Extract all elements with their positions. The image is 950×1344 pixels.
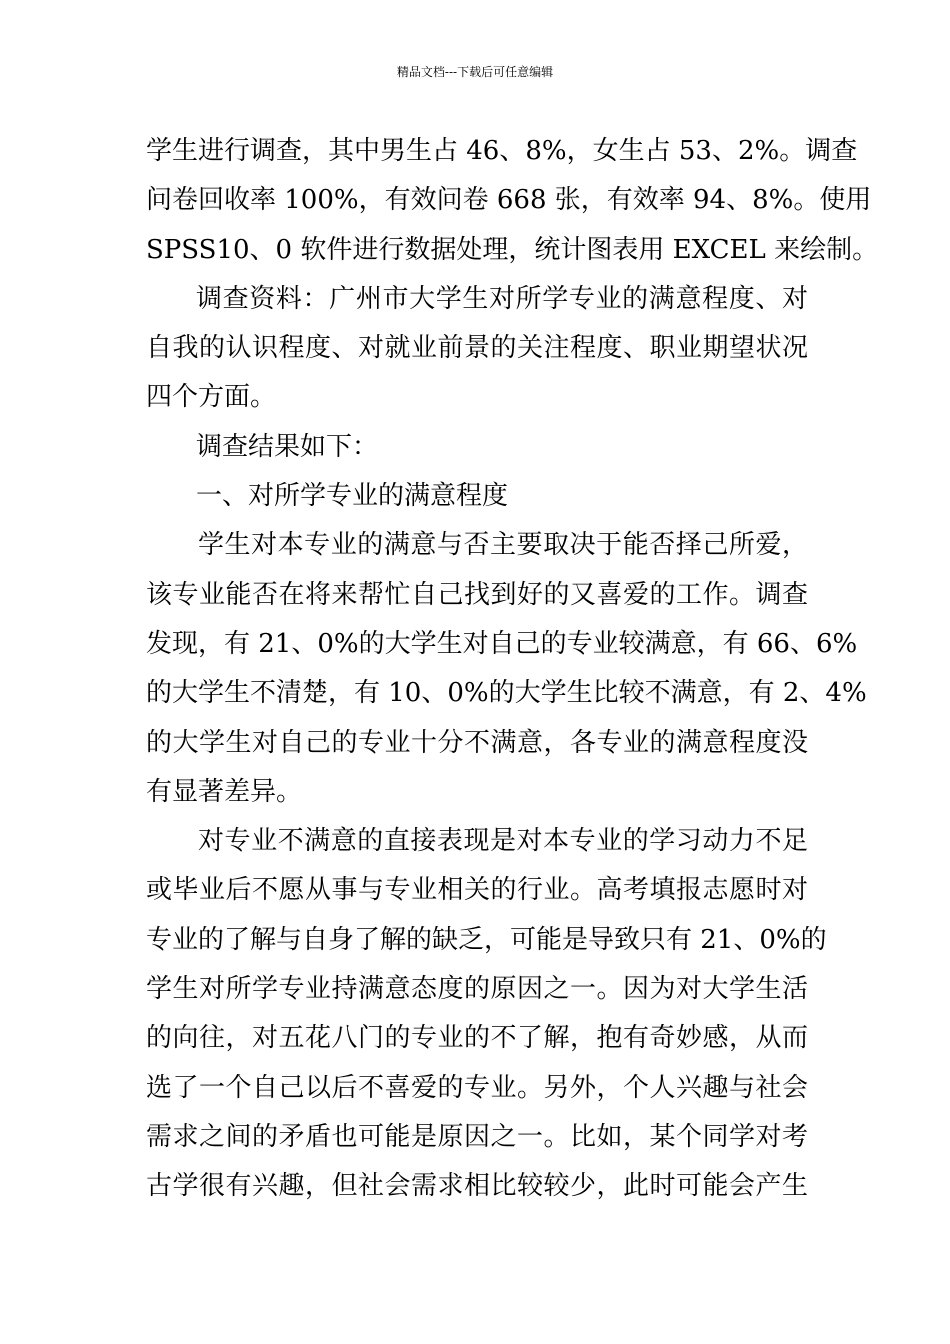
text-line: 发现，有 21、0%的大学生对自己的专业较满意，有 66、6% [146, 628, 858, 659]
text-line: 古学很有兴趣，但社会需求相比较较少，此时可能会产生 [146, 1171, 808, 1202]
text-line: 问卷回收率 100%，有效问卷 668 张，有效率 94、8%。使用 [146, 185, 872, 216]
text-line: SPSS10、0 软件进行数据处理，统计图表用 EXCEL 来绘制。 [146, 234, 879, 265]
document-body [146, 127, 879, 1212]
text-line: 的大学生对自己的专业十分不满意，各专业的满意程度没 [146, 727, 808, 758]
text-line: 的大学生不清楚，有 10、0%的大学生比较不满意，有 2、4% [146, 678, 867, 709]
text-line: 专业的了解与自身了解的缺乏，可能是导致只有 21、0%的 [146, 924, 827, 955]
paragraph-last-line: 有显著差异。 [146, 776, 303, 807]
paragraph-first-line: 对专业不满意的直接表现是对本专业的学习动力不足 [198, 826, 808, 857]
text-line: 自我的认识程度、对就业前景的关注程度、职业期望状况 [146, 333, 808, 364]
text-line: 选了一个自己以后不喜爱的专业。另外，个人兴趣与社会 [146, 1072, 808, 1103]
text-line: 学生进行调查，其中男生占 46、8%，女生占 53、2%。调查 [146, 136, 858, 166]
paragraph-first-line: 调查资料：广州市大学生对所学专业的满意程度、对 [196, 283, 808, 314]
section-heading: 一、对所学专业的满意程度 [196, 481, 509, 512]
text-line: 该专业能否在将来帮忙自己找到好的又喜爱的工作。调查 [146, 579, 808, 610]
results-intro: 调查结果如下： [196, 431, 379, 462]
text-line: 需求之间的矛盾也可能是原因之一。比如，某个同学对考 [146, 1121, 808, 1152]
text-line: 的向往，对五花八门的专业的不了解，抱有奇妙感，从而 [146, 1023, 808, 1054]
paragraph-first-line: 学生对本专业的满意与否主要取决于能否择己所爱， [198, 530, 808, 561]
text-line: 或毕业后不愿从事与专业相关的行业。高考填报志愿时对 [146, 875, 808, 906]
paragraph-last-line: 四个方面。 [146, 382, 277, 413]
text-line: 学生对所学专业持满意态度的原因之一。因为对大学生活 [146, 974, 808, 1005]
page-header: 精品文档---下载后可任意编辑 [396, 65, 554, 79]
